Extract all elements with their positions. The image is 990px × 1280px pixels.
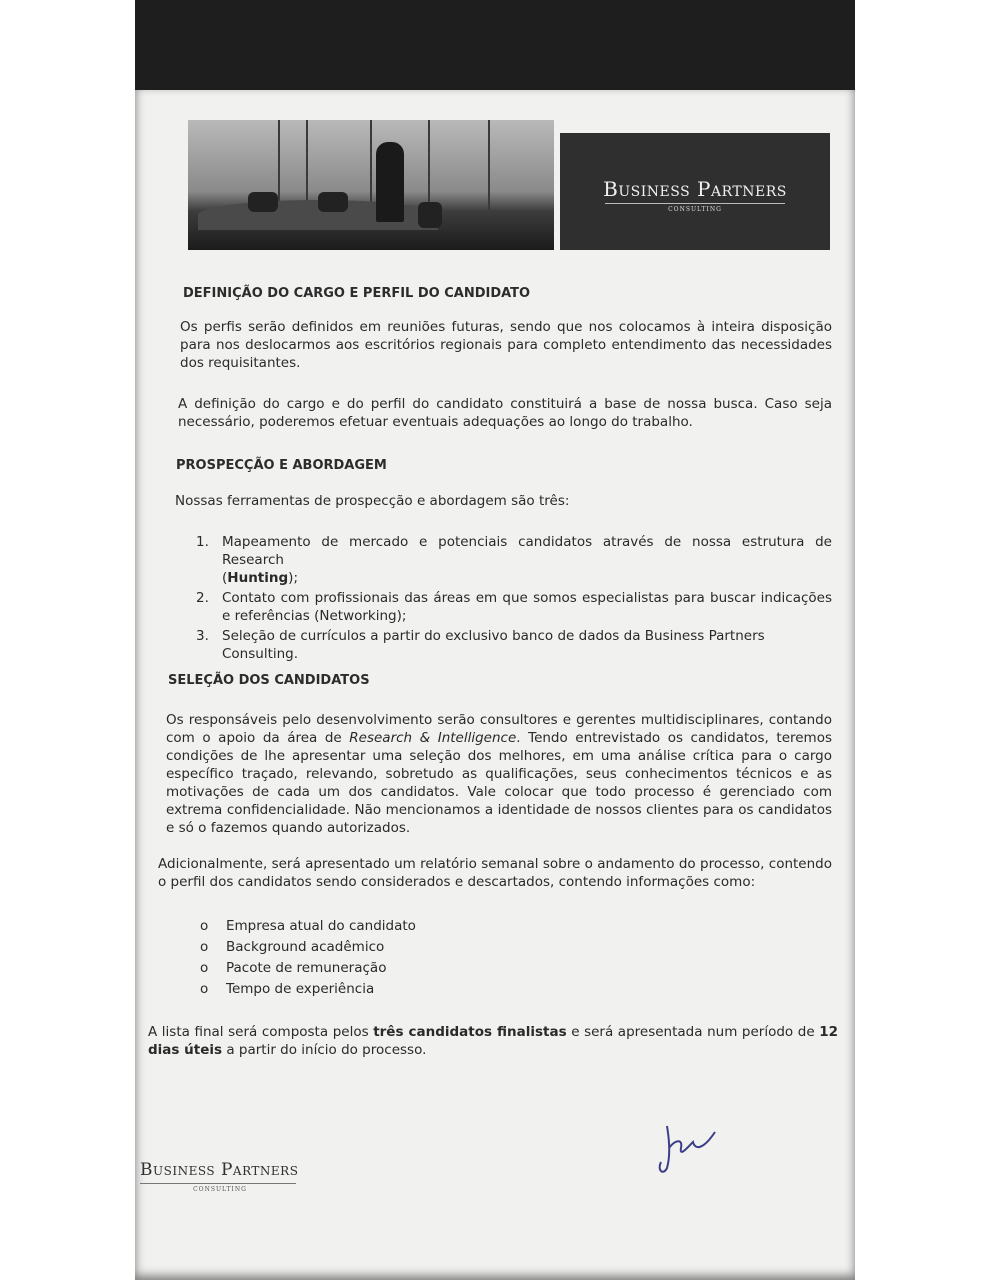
bullet-list bbox=[200, 917, 600, 998]
paragraph: Nossas ferramentas de prospecção e abordagem são três: bbox=[175, 493, 570, 509]
paragraph: Os perfis serão definidos em reuniões futuras, sendo que nos colocamos à inteira disposição para nos deslocarmos aos escritórios regionais para completo entendimento das necessidades dos requisitantes. bbox=[180, 319, 832, 371]
list-item: o Empresa atual do candidato bbox=[200, 918, 416, 934]
list-item: o Pacote de remuneração bbox=[200, 960, 387, 976]
section-title-selecao: SELEÇÃO DOS CANDIDATOS bbox=[168, 673, 370, 688]
list-item: 2. Contato com profissionais das áreas em que somos especialistas para buscar indicações e referências (Networking); bbox=[196, 590, 832, 624]
list-item: o Background acadêmico bbox=[200, 939, 385, 955]
paragraph-final: A lista final será composta pelos três candidatos finalistas e será apresentada num período de 12 dias úteis a partir do início do processo. bbox=[148, 1024, 838, 1058]
section-title-prospeccao: PROSPECÇÃO E ABORDAGEM bbox=[176, 458, 387, 473]
header-photo bbox=[188, 120, 554, 250]
brand-logo-footer: Business Partners CONSULTING bbox=[140, 1160, 299, 1193]
brand-logo-header: Business Partners CONSULTING bbox=[560, 133, 830, 250]
paragraph: A definição do cargo e do perfil do candidato constituirá a base de nossa busca. Caso seja necessário, poderemos efetuar eventuais adequações ao longo do trabalho. bbox=[178, 396, 832, 430]
list-item: 3. Seleção de currículos a partir do exclusivo banco de dados da Business Partners Consulting. bbox=[196, 628, 765, 662]
paragraph: Os responsáveis pelo desenvolvimento serão consultores e gerentes multidisciplinares, contando com o apoio da área de Research & Intelligence. Tendo entrevistado os candidatos, teremos condições de lhe apresentar uma seleção dos melhores, em uma análise crítica para o cargo específico traçado, relevando, sobretudo as qualificações, seus conhecimentos técnicos e as motivações de cada um dos candidatos. Vale colocar que todo processo é gerenciado com extrema confidencialidade. Não mencionamos a identidade de nossos clientes para os candidatos e só o fazemos quando autorizados. bbox=[166, 712, 832, 836]
section-title-definicao: DEFINIÇÃO DO CARGO E PERFIL DO CANDIDATO bbox=[183, 286, 531, 301]
numbered-list bbox=[196, 533, 832, 663]
paragraph: Adicionalmente, será apresentado um relatório semanal sobre o andamento do processo, contendo o perfil dos candidatos sendo considerados e descartados, contendo informações como: bbox=[158, 856, 832, 890]
handwritten-signature bbox=[655, 1118, 730, 1178]
list-item: o Tempo de experiência bbox=[200, 981, 375, 997]
person-silhouette bbox=[376, 142, 404, 222]
list-item: 1. Mapeamento de mercado e potenciais candidatos através de nossa estrutura de Research (Hunting); bbox=[196, 534, 832, 586]
